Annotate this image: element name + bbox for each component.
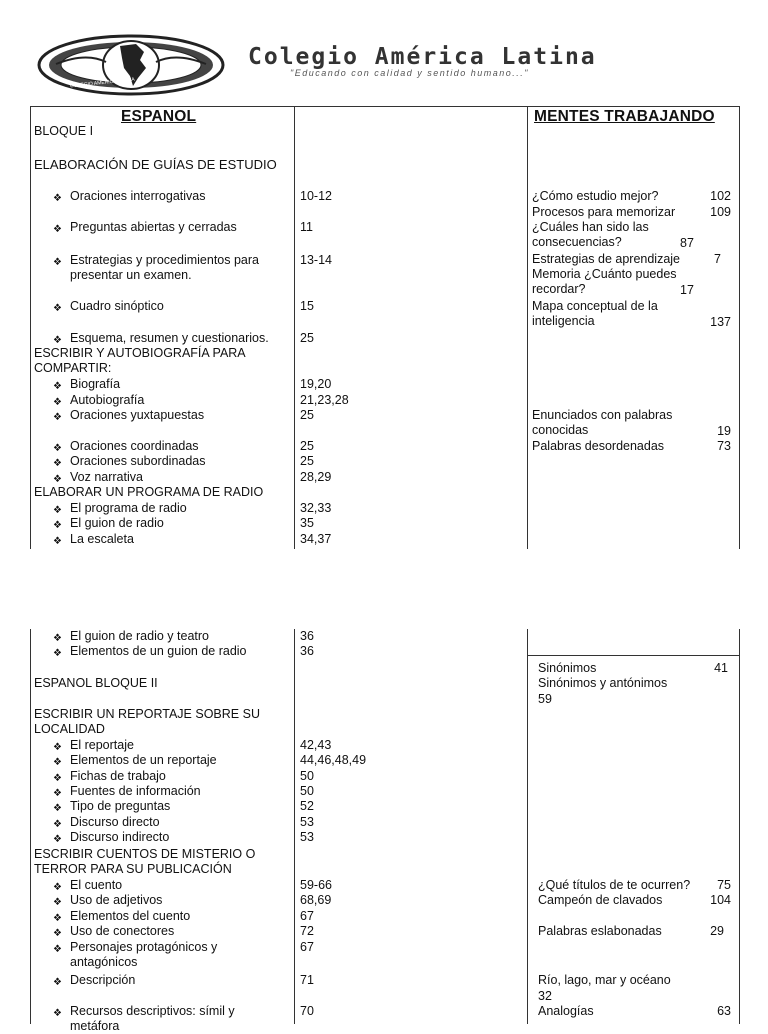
mentes-page: 109 (710, 205, 731, 219)
school-motto: "Educando con calidad y sentido humano..." (290, 68, 530, 78)
item-text: El cuento (70, 878, 123, 892)
bloque-heading: ESPANOL BLOQUE II (34, 676, 158, 690)
mentes-page: 104 (710, 893, 731, 907)
item-pages: 34,37 (300, 532, 332, 546)
item-text: El reportaje (70, 738, 134, 752)
item-text: Esquema, resumen y cuestionarios. (70, 331, 269, 345)
item-pages: 25 (300, 439, 314, 453)
item-pages: 19,20 (300, 377, 332, 391)
item-text: Elementos de un guion de radio (70, 644, 247, 658)
item-text: Voz narrativa (70, 470, 143, 484)
item-pages: 59-66 (300, 878, 332, 892)
mentes-text: Río, lago, mar y océano (538, 973, 671, 987)
column-divider-mentes (527, 106, 528, 549)
mentes-page: 137 (710, 315, 731, 329)
item-pages: 25 (300, 408, 314, 422)
item-text: Elementos de un reportaje (70, 753, 217, 767)
item-pages: 25 (300, 331, 314, 345)
mentes-page: 102 (710, 189, 731, 203)
item-pages: 42,43 (300, 738, 332, 752)
item-text: Uso de adjetivos (70, 893, 163, 907)
diamond-bullet-icon (53, 190, 63, 204)
diamond-bullet-icon (53, 254, 63, 268)
item-text: Discurso directo (70, 815, 160, 829)
item-text: Descripción (70, 973, 136, 987)
mentes-page: 19 (717, 424, 731, 438)
item-text: Biografía (70, 377, 121, 391)
mentes-text: ¿Cuáles han sido las consecuencias? (532, 220, 649, 249)
item-text: El guion de radio y teatro (70, 629, 209, 643)
diamond-bullet-icon (53, 378, 63, 392)
item-pages: 70 (300, 1004, 314, 1018)
diamond-bullet-icon (53, 502, 63, 516)
item-pages: 25 (300, 454, 314, 468)
item-text: Estrategias y procedimientos para presentar un examen. (70, 253, 259, 282)
diamond-bullet-icon (53, 394, 63, 408)
column-divider-mentes (527, 629, 528, 1024)
item-pages: 36 (300, 629, 314, 643)
diamond-bullet-icon (53, 910, 63, 924)
topic-heading: ESCRIBIR Y AUTOBIOGRAFÍA PARA COMPARTIR: (34, 346, 245, 375)
mentes-text: Palabras desordenadas (532, 439, 665, 453)
item-text: Recursos descriptivos: símil y metáfora (70, 1004, 235, 1033)
item-text: Tipo de preguntas (70, 799, 171, 813)
item-text: Cuadro sinóptico (70, 299, 164, 313)
table-right-border (739, 106, 740, 549)
mentes-page: 32 (538, 989, 552, 1003)
item-pages: 71 (300, 973, 314, 987)
diamond-bullet-icon (53, 925, 63, 939)
diamond-bullet-icon (53, 332, 63, 346)
item-text: Preguntas abiertas y cerradas (70, 220, 237, 234)
school-logo (36, 34, 226, 96)
diamond-bullet-icon (53, 770, 63, 784)
mentes-text: Analogías (538, 1004, 594, 1018)
mentes-text: Campeón de clavados (538, 893, 663, 907)
mentes-page: 17 (680, 283, 694, 297)
item-text: Oraciones coordinadas (70, 439, 199, 453)
topic-heading: ESCRIBIR UN REPORTAJE SOBRE SU LOCALIDAD (34, 707, 260, 736)
school-logo-text: COLEGIO AMÉRICA LATINA (69, 76, 136, 90)
diamond-bullet-icon (53, 754, 63, 768)
item-text: Discurso indirecto (70, 830, 170, 844)
mentes-text: Enunciados con palabras conocidas (532, 408, 673, 437)
diamond-bullet-icon (53, 517, 63, 531)
diamond-bullet-icon (53, 630, 63, 644)
column-title-mentes: MENTES TRABAJANDO (534, 108, 715, 125)
topic-heading: ELABORAR UN PROGRAMA DE RADIO (34, 485, 264, 499)
item-text: Personajes protagónicos y antagónicos (70, 940, 218, 969)
diamond-bullet-icon (53, 879, 63, 893)
topic-heading: ELABORACIÓN DE GUÍAS DE ESTUDIO (34, 157, 277, 172)
item-pages: 72 (300, 924, 314, 938)
item-pages: 21,23,28 (300, 393, 349, 407)
diamond-bullet-icon (53, 645, 63, 659)
diamond-bullet-icon (53, 300, 63, 314)
item-pages: 67 (300, 940, 314, 954)
item-pages: 53 (300, 815, 314, 829)
diamond-bullet-icon (53, 974, 63, 988)
item-pages: 35 (300, 516, 314, 530)
mentes-text: ¿Cómo estudio mejor? (532, 189, 659, 203)
item-text: Fuentes de información (70, 784, 201, 798)
mentes-text: Estrategias de aprendizaje (532, 252, 681, 266)
diamond-bullet-icon (53, 1005, 63, 1019)
item-text: Autobiografía (70, 393, 145, 407)
mentes-text: ¿Qué títulos de te ocurren? (538, 878, 691, 892)
mentes-page: 63 (717, 1004, 731, 1018)
item-pages: 11 (300, 220, 313, 234)
mentes-page: 29 (710, 924, 724, 938)
diamond-bullet-icon (53, 831, 63, 845)
mentes-text: Sinónimos y antónimos (538, 676, 668, 690)
diamond-bullet-icon (53, 894, 63, 908)
mentes-page: 59 (538, 692, 552, 706)
cell-border (527, 655, 739, 656)
diamond-bullet-icon (53, 221, 63, 235)
column-title-espanol: ESPANOL (121, 108, 197, 125)
diamond-bullet-icon (53, 455, 63, 469)
diamond-bullet-icon (53, 471, 63, 485)
diamond-bullet-icon (53, 739, 63, 753)
mentes-text: Sinónimos (538, 661, 597, 675)
diamond-bullet-icon (53, 409, 63, 423)
diamond-bullet-icon (53, 800, 63, 814)
item-pages: 50 (300, 769, 314, 783)
mentes-text: Mapa conceptual de la inteligencia (532, 299, 658, 328)
item-pages: 10-12 (300, 189, 332, 203)
mentes-page: 73 (717, 439, 731, 453)
item-text: Oraciones yuxtapuestas (70, 408, 205, 422)
item-text: Oraciones subordinadas (70, 454, 206, 468)
mentes-text: Palabras eslabonadas (538, 924, 662, 938)
item-pages: 67 (300, 909, 314, 923)
column-divider-pages (294, 629, 295, 1024)
item-text: Elementos del cuento (70, 909, 191, 923)
bloque-heading: BLOQUE I (34, 124, 94, 138)
diamond-bullet-icon (53, 941, 63, 955)
item-text: Fichas de trabajo (70, 769, 166, 783)
item-pages: 32,33 (300, 501, 332, 515)
item-pages: 68,69 (300, 893, 332, 907)
item-text: El guion de radio (70, 516, 164, 530)
diamond-bullet-icon (53, 785, 63, 799)
diamond-bullet-icon (53, 816, 63, 830)
mentes-page: 41 (714, 661, 728, 675)
item-pages: 52 (300, 799, 314, 813)
diamond-bullet-icon (53, 440, 63, 454)
topic-heading: ESCRIBIR CUENTOS DE MISTERIO O TERROR PARA SU PUBLICACIÓN (34, 847, 256, 876)
item-pages: 36 (300, 644, 314, 658)
item-text: La escaleta (70, 532, 134, 546)
mentes-text: Memoria ¿Cuánto puedes recordar? (532, 267, 677, 296)
item-pages: 53 (300, 830, 314, 844)
table-top-border (30, 106, 740, 107)
table-right-border (739, 629, 740, 1024)
mentes-page: 7 (714, 252, 721, 266)
item-text: El programa de radio (70, 501, 187, 515)
item-pages: 13-14 (300, 253, 332, 267)
item-text: Uso de conectores (70, 924, 175, 938)
mentes-text: Procesos para memorizar (532, 205, 676, 219)
mentes-page: 87 (680, 236, 694, 250)
table-left-border (30, 629, 31, 1024)
item-pages: 50 (300, 784, 314, 798)
item-pages: 28,29 (300, 470, 332, 484)
table-left-border (30, 106, 31, 549)
school-name: Colegio América Latina (248, 44, 597, 70)
item-pages: 44,46,48,49 (300, 753, 367, 767)
diamond-bullet-icon (53, 533, 63, 547)
column-divider-pages (294, 106, 295, 549)
item-text: Oraciones interrogativas (70, 189, 206, 203)
mentes-page: 75 (717, 878, 731, 892)
item-pages: 15 (300, 299, 314, 313)
